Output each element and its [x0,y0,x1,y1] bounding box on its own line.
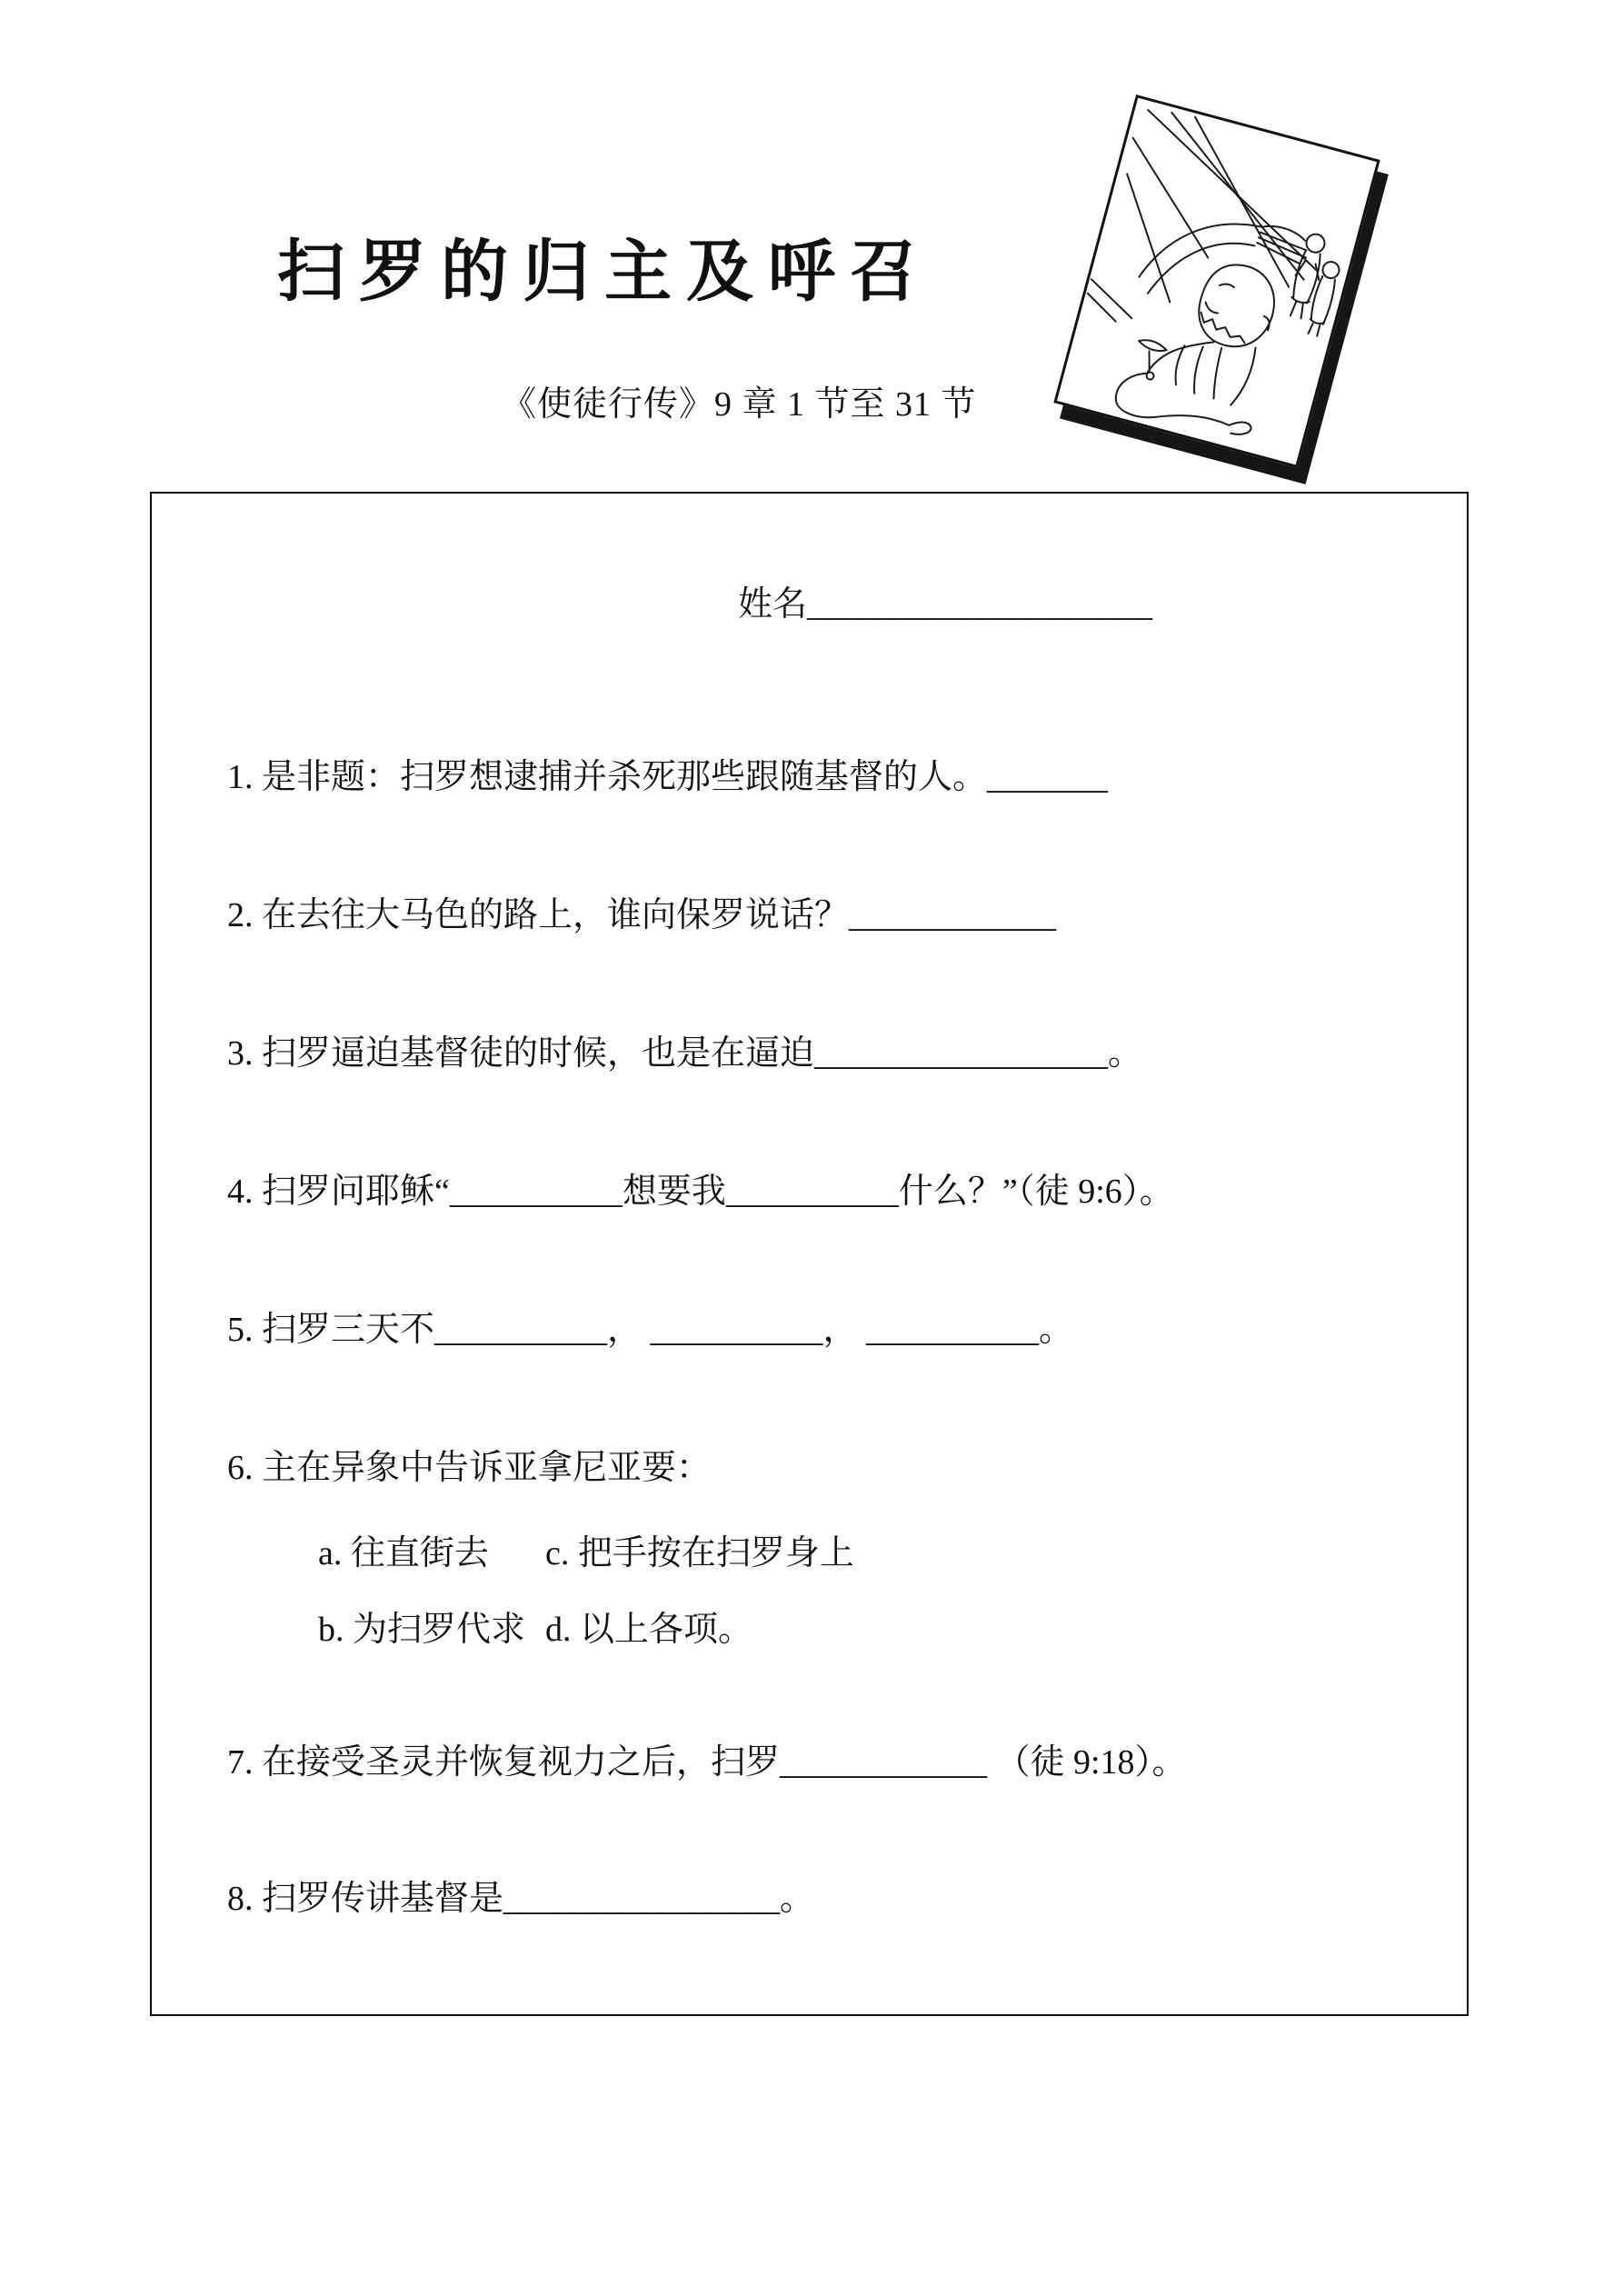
question-6: 6. 主在异象中告诉亚拿尼亚要： [227,1449,712,1487]
question-7: 7. 在接受圣灵并恢复视力之后，扫罗____________ （徒 9:18）。 [227,1743,1187,1782]
question-3: 3. 扫罗逼迫基督徒的时候，也是在逼迫_________________。 [227,1034,1143,1073]
saul-conversion-illustration-icon [1057,98,1377,465]
question-5: 5. 扫罗三天不__________， __________， __________。 [227,1311,1074,1349]
name-label: 姓名 [738,585,808,624]
question-2: 2. 在去往大马色的路上，谁向保罗说话？____________ [227,896,1057,934]
option-b: b. 为扫罗代求 [318,1611,526,1649]
worksheet-box [150,492,1469,2016]
page-title: 扫罗的归主及呼召 [277,235,932,310]
option-c: c. 把手按在扫罗身上 [545,1534,854,1572]
question-4: 4. 扫罗问耶稣“__________想要我__________什么？”（徒 9:6）。 [227,1173,1174,1211]
question-1: 1. 是非题：扫罗想逮捕并杀死那些跟随基督的人。_______ [227,758,1109,796]
illustration-card [1053,95,1380,468]
name-field-row [738,583,1467,626]
option-a: a. 往直街去 [318,1534,489,1572]
option-d: d. 以上各项。 [545,1611,753,1649]
question-6-options [318,1532,1467,1652]
name-blank-line: ____________________ [807,585,1153,624]
scripture-reference-subtitle: 《使徒行传》9 章 1 节至 31 节 [502,385,977,424]
question-8: 8. 扫罗传讲基督是________________。 [227,1880,815,1918]
